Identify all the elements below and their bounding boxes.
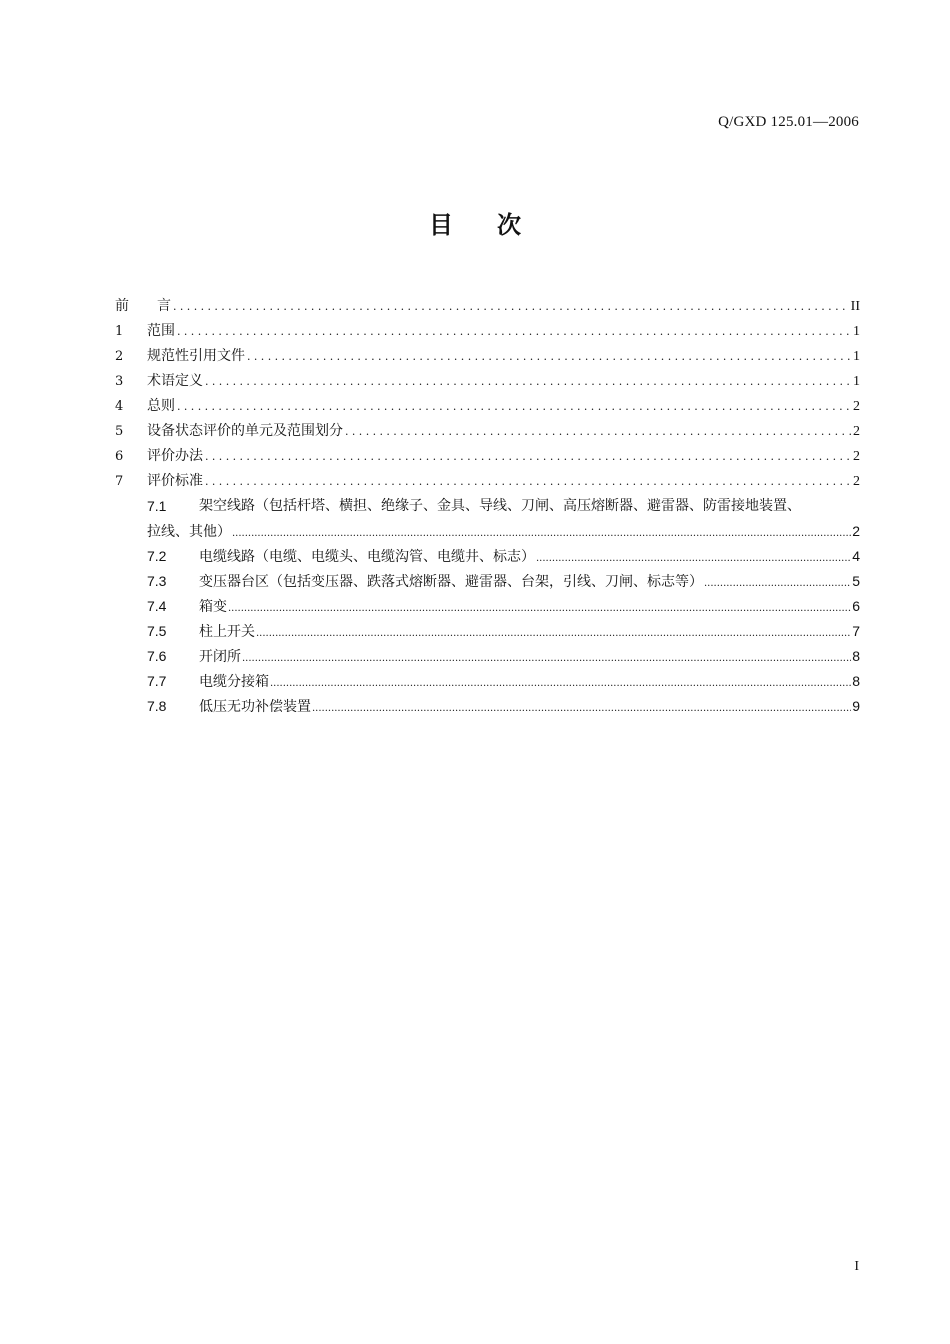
toc-entry-1[interactable]: [115, 319, 860, 344]
toc-entry-number: 7.2: [147, 548, 167, 564]
toc-entry-label: 评价办法: [147, 448, 203, 464]
toc-entry-4[interactable]: [115, 394, 860, 419]
toc-entry-page: 1: [853, 374, 860, 389]
toc-entry-label: 低压无功补偿装置: [199, 699, 311, 715]
toc-entry-number: 2: [115, 349, 124, 364]
dot-leader: [247, 344, 851, 369]
toc-entry-foreword[interactable]: [115, 294, 860, 319]
toc-entry-label: 柱上开关: [199, 624, 255, 640]
toc-entry-label: 电缆线路（电缆、电缆头、电缆沟管、电缆井、标志）: [199, 549, 535, 565]
dot-leader: [242, 646, 851, 671]
page-number: I: [854, 1259, 859, 1274]
toc-entry-number: 1: [115, 324, 124, 339]
toc-entry-label: 前 言: [115, 298, 171, 314]
page-title: 目次: [429, 211, 565, 239]
toc-entry-number: 4: [115, 399, 124, 414]
toc-entry-label: 评价标准: [147, 473, 203, 489]
toc-entry-page: 8: [852, 648, 860, 664]
toc-entry-page: 2: [853, 399, 860, 414]
toc-entry-label: 变压器台区（包括变压器、跌落式熔断器、避雷器、台架，引线、刀闸、标志等）: [199, 574, 703, 590]
toc-entry-page: 2: [853, 424, 860, 439]
toc-entry-page: 2: [852, 523, 860, 539]
toc-entry-page: 8: [852, 673, 860, 689]
toc-entry-page: 1: [853, 324, 860, 339]
toc-entry-label: 术语定义: [147, 373, 203, 389]
toc-entry-page: 6: [852, 598, 860, 614]
toc-entry-label: 箱变: [199, 599, 227, 615]
dot-leader: [704, 571, 851, 596]
dot-leader: [177, 319, 851, 344]
dot-leader: [228, 596, 851, 621]
dot-leader: [536, 546, 851, 571]
toc-entry-7-1[interactable]: [115, 494, 860, 544]
toc-entry-7-3[interactable]: [115, 569, 860, 594]
dot-leader: [205, 444, 851, 469]
toc-entry-7-7[interactable]: [115, 669, 860, 694]
toc-entry-page: 9: [852, 698, 860, 714]
toc-entry-number: 7.6: [147, 648, 167, 664]
toc-entry-number: 3: [115, 374, 124, 389]
toc-entry-label: 规范性引用文件: [147, 348, 245, 364]
dot-leader: [345, 419, 851, 444]
dot-leader: [232, 521, 851, 546]
toc-entry-7-8[interactable]: [115, 694, 860, 719]
toc-entry-page: II: [850, 299, 860, 314]
toc-entry-label-continued: 拉线、其他）: [147, 524, 231, 540]
toc-entry-7-6[interactable]: [115, 644, 860, 669]
table-of-contents: [115, 294, 860, 719]
toc-entry-7-5[interactable]: [115, 619, 860, 644]
toc-entry-number: 7.5: [147, 623, 167, 639]
dot-leader: [205, 369, 851, 394]
toc-entry-number: 7: [115, 474, 124, 489]
document-code: Q/GXD 125.01—2006: [718, 114, 859, 130]
dot-leader: [312, 696, 851, 721]
toc-entry-7-2[interactable]: [115, 544, 860, 569]
toc-entry-page: 2: [853, 474, 860, 489]
dot-leader: [270, 671, 851, 696]
dot-leader: [256, 621, 851, 646]
toc-entry-7[interactable]: [115, 469, 860, 494]
toc-entry-number: 7.1: [147, 498, 167, 514]
toc-entry-7-4[interactable]: [115, 594, 860, 619]
toc-entry-number: 7.4: [147, 598, 167, 614]
toc-entry-number: 6: [115, 449, 124, 464]
toc-entry-number: 7.8: [147, 698, 167, 714]
toc-entry-label: 范围: [147, 323, 175, 339]
toc-entry-3[interactable]: [115, 369, 860, 394]
toc-entry-page: 4: [852, 548, 860, 564]
toc-entry-label: 开闭所: [199, 649, 241, 665]
toc-entry-number: 7.7: [147, 673, 167, 689]
dot-leader: [177, 394, 851, 419]
dot-leader: [173, 294, 849, 319]
toc-entry-label: 设备状态评价的单元及范围划分: [147, 423, 343, 439]
toc-entry-page: 7: [852, 623, 860, 639]
toc-entry-label: 电缆分接箱: [199, 674, 269, 690]
toc-entry-label: 架空线路（包括杆塔、横担、绝缘子、金具、导线、刀闸、高压熔断器、避雷器、防雷接地装置、: [199, 498, 801, 514]
toc-entry-page: 5: [852, 573, 860, 589]
toc-entry-5[interactable]: [115, 419, 860, 444]
dot-leader: [205, 469, 851, 494]
toc-entry-2[interactable]: [115, 344, 860, 369]
toc-entry-number: 7.3: [147, 573, 167, 589]
toc-entry-page: 2: [853, 449, 860, 464]
toc-entry-6[interactable]: [115, 444, 860, 469]
toc-entry-number: 5: [115, 424, 124, 439]
toc-entry-label: 总则: [147, 398, 175, 414]
toc-entry-page: 1: [853, 349, 860, 364]
